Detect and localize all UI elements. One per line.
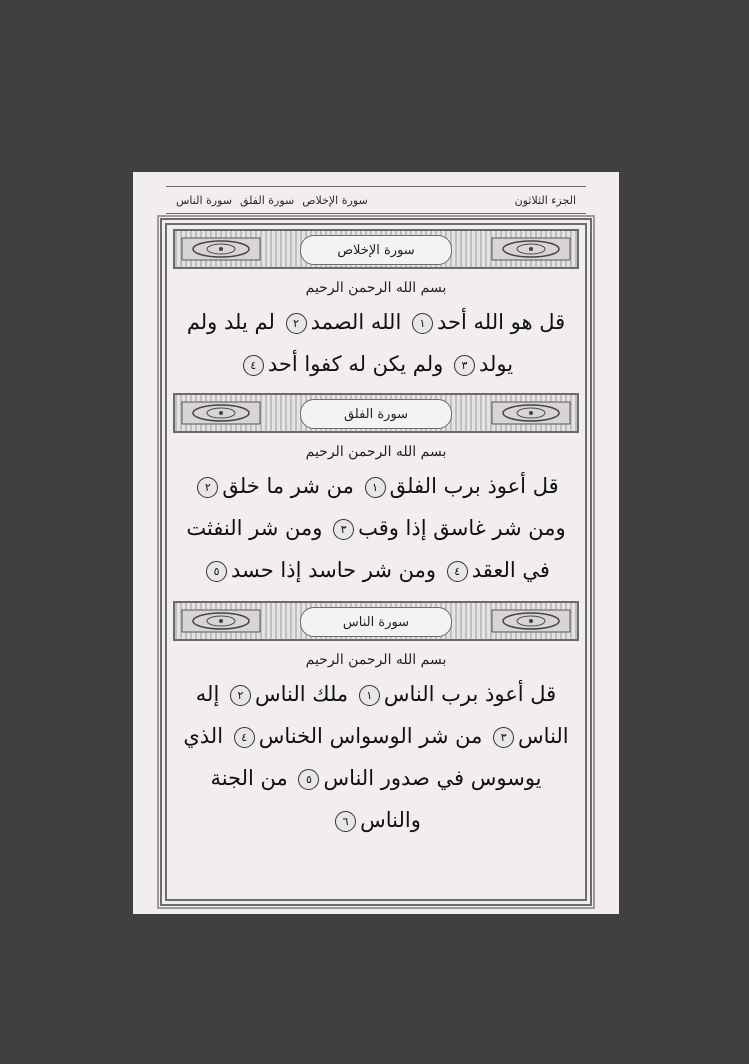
surah-section <box>173 229 579 389</box>
ayah-number-marker: ٣ <box>333 519 354 540</box>
surah-section <box>173 601 579 879</box>
verse-text: من شر ما خلق <box>222 474 354 498</box>
verse-text: قل أعوذ برب الناس <box>383 682 557 706</box>
ayah-number-marker: ٣ <box>493 727 514 748</box>
header-surah-name: سورة الناس <box>176 193 232 207</box>
verse-text: لم يلد ولم يولد <box>186 310 514 376</box>
arabesque-ornament-icon <box>181 237 261 261</box>
ayah-number-marker: ١ <box>359 685 380 706</box>
ayah-number-marker: ٣ <box>454 355 475 376</box>
arabesque-ornament-icon <box>181 401 261 425</box>
basmala: بسم الله الرحمن الرحيم <box>305 652 447 668</box>
basmala: بسم الله الرحمن الرحيم <box>305 280 447 296</box>
surah-banner <box>173 229 579 269</box>
verse-text: إله الناس <box>195 682 569 748</box>
arabesque-ornament-icon <box>181 609 261 633</box>
header-surah-name: سورة الإخلاص <box>302 193 368 207</box>
ayah-number-marker: ٥ <box>298 769 319 790</box>
ornamental-frame <box>160 218 592 906</box>
surah-title: سورة الفلق <box>300 399 452 429</box>
ayah-number-marker: ٢ <box>197 477 218 498</box>
surah-banner <box>173 601 579 641</box>
ayah-number-marker: ٦ <box>335 811 356 832</box>
verse-text: قل هو الله أحد <box>436 310 566 334</box>
surah-section <box>173 393 579 597</box>
page-content <box>173 229 579 895</box>
ayah-number-marker: ١ <box>412 313 433 334</box>
verse-text: ومن شر غاسق إذا وقب <box>358 516 566 540</box>
verse-text: من شر الوسواس الخناس <box>258 724 483 748</box>
verse-text: قل أعوذ برب الفلق <box>389 474 559 498</box>
ayah-number-marker: ٤ <box>234 727 255 748</box>
surah-title: سورة الإخلاص <box>300 235 452 265</box>
verse-text: ملك الناس <box>254 682 349 706</box>
mushaf-page <box>133 172 619 914</box>
basmala: بسم الله الرحمن الرحيم <box>305 444 447 460</box>
header-surah-names <box>176 194 368 207</box>
surah-title: سورة الناس <box>300 607 452 637</box>
verse-text: من الجنة والناس <box>210 766 421 832</box>
verses-block <box>173 301 579 389</box>
verse-text: ومن شر النفثت في العقد <box>186 516 550 582</box>
header-surah-name: سورة الفلق <box>239 193 295 207</box>
verse-text: الله الصمد <box>310 310 402 334</box>
verse-text: ولم يكن له كفوا أحد <box>267 352 444 376</box>
running-header <box>166 186 586 214</box>
juz-label: الجزء الثلاثون <box>514 193 576 207</box>
verses-block <box>173 465 579 597</box>
arabesque-ornament-icon <box>491 609 571 633</box>
ayah-number-marker: ٢ <box>286 313 307 334</box>
ayah-number-marker: ٤ <box>243 355 264 376</box>
verses-block <box>173 673 579 879</box>
ayah-number-marker: ٥ <box>206 561 227 582</box>
arabesque-ornament-icon <box>491 237 571 261</box>
surah-banner <box>173 393 579 433</box>
ayah-number-marker: ١ <box>365 477 386 498</box>
arabesque-ornament-icon <box>491 401 571 425</box>
verse-text: الذي يوسوس في صدور الناس <box>183 724 542 790</box>
ayah-number-marker: ٤ <box>447 561 468 582</box>
ayah-number-marker: ٢ <box>230 685 251 706</box>
verse-text: ومن شر حاسد إذا حسد <box>231 558 437 582</box>
